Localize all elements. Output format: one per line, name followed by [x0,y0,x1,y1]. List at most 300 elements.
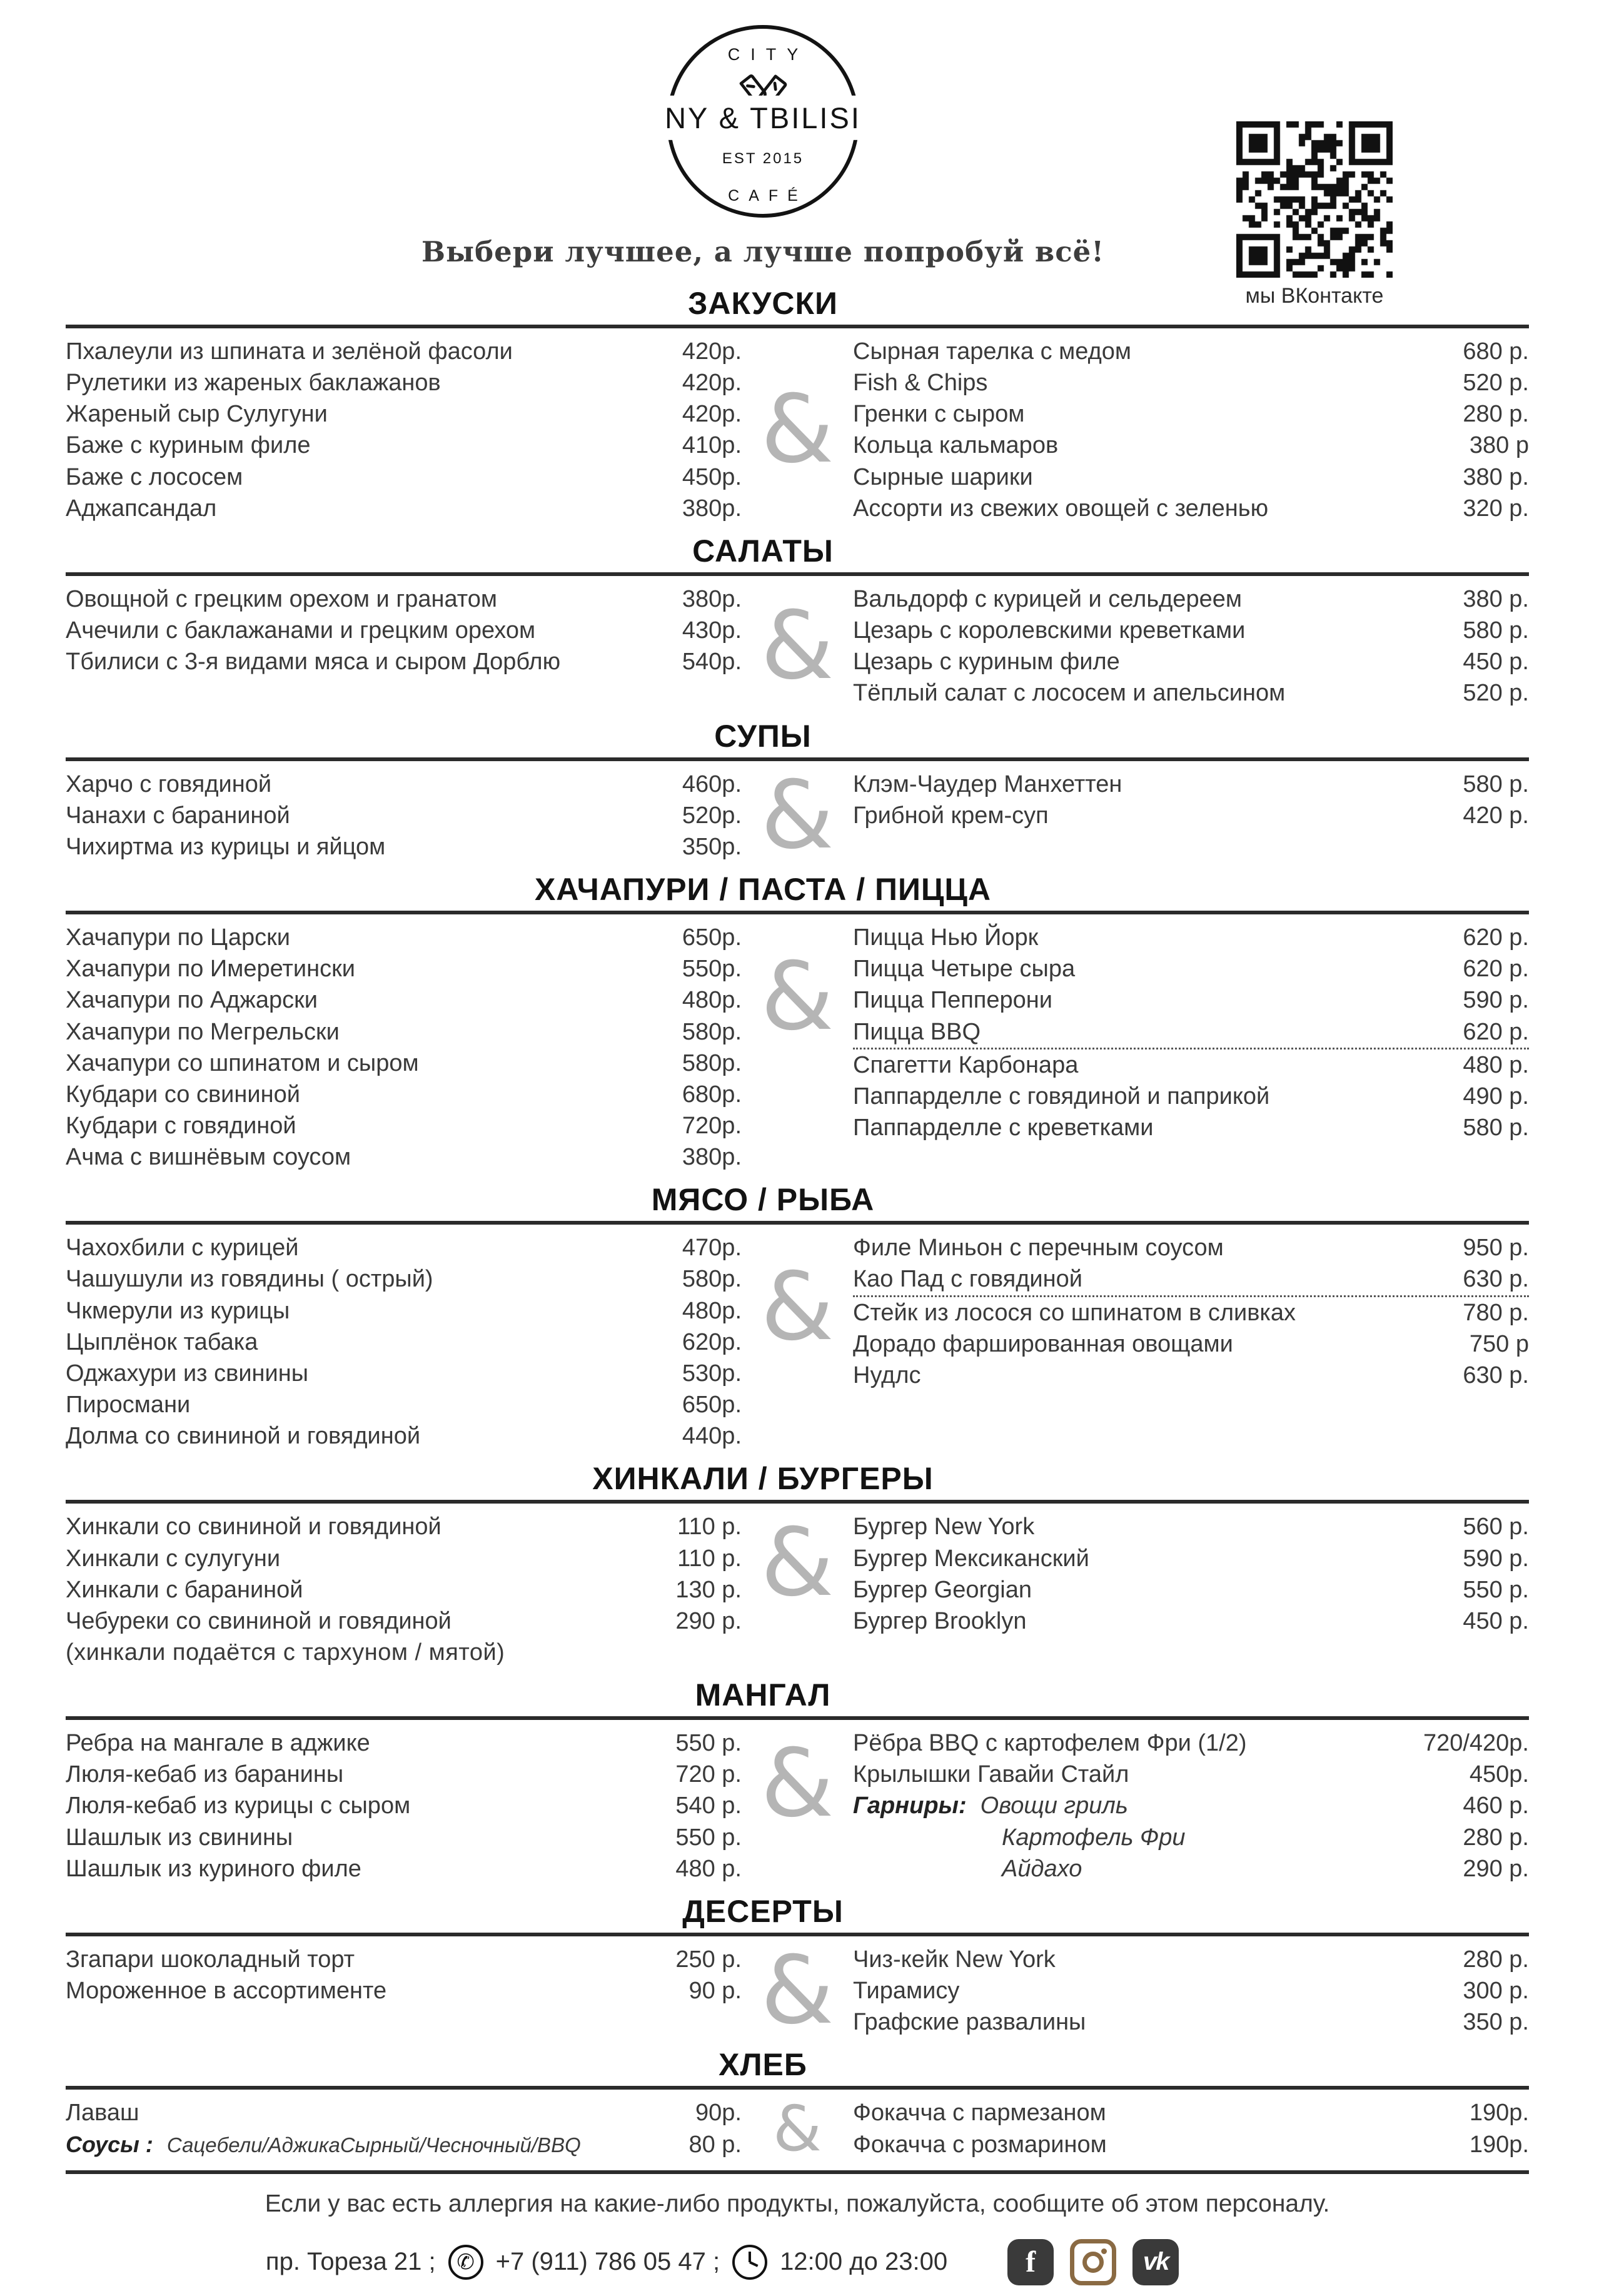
menu-item [66,1110,742,1141]
menu-sections [66,286,1529,2165]
item-price: 580р. [682,1266,742,1293]
menu-item [853,1574,1529,1606]
section-rule [66,572,1529,576]
section-rule [66,1500,1529,1504]
qr-code [1236,121,1393,278]
phone-icon [448,2245,483,2280]
item-name: Шашлык из куриного филе [66,1855,361,1882]
item-price: 480р. [682,1297,742,1324]
menu-item [66,430,742,461]
item-name: Кубдари со свининой [66,1081,300,1108]
menu-item [853,1975,1529,2006]
menu-item [66,1574,742,1606]
item-name: Овощи гриль [980,1793,1128,1819]
item-price: 780 р. [1463,1299,1529,1326]
menu-item [66,1759,742,1790]
ampersand-decoration: & [760,761,834,870]
menu-item [853,800,1529,831]
item-price: 550 р. [675,1730,742,1757]
section-column-right [853,1727,1529,1884]
ampersand-decoration: & [760,375,834,485]
section-salaty [66,534,1529,709]
item-price: 560 р. [1463,1514,1529,1540]
item-name: Згапари шоколадный торт [66,1946,355,1973]
item-price: 480р. [682,987,742,1014]
item-price: 450р. [1469,1761,1529,1788]
item-price: 290 р. [1463,1855,1529,1882]
item-price: 460р. [682,771,742,797]
item-price: 110 р. [677,1545,742,1572]
phone-glyph: ✆ [456,2250,475,2274]
section-deserty [66,1893,1529,2046]
item-price: 470р. [682,1235,742,1262]
item-name: Лаваш [66,2100,139,2127]
item-name: Рулетики из жареных баклажанов [66,370,441,397]
section-supy [66,718,1529,870]
item-name: Фокачча с розмарином [853,2131,1107,2158]
item-price: 620р. [682,1328,742,1355]
item-name: Ребра на мангале в аджике [66,1730,370,1757]
menu-item [66,493,742,524]
item-price: 280 р. [1463,1824,1529,1851]
section-column-left [66,1232,742,1452]
section-rule [66,1933,1529,1936]
item-price: 420 р. [1463,802,1529,829]
section-rule [66,1221,1529,1225]
item-name: Баже с лососем [66,463,243,490]
item-name: Кольца кальмаров [853,432,1059,459]
item-name: Цезарь с куриным филе [853,649,1120,675]
ampersand-decoration: & [760,1729,834,1839]
item-price: 530р. [682,1360,742,1387]
item-price: 450р. [682,463,742,490]
item-name: Паппарделле с креветками [853,1114,1154,1141]
item-price: 450 р. [1463,1607,1529,1634]
section-column-right [853,769,1529,862]
item-price: 540р. [682,649,742,675]
item-name: Хачапури по Аджарски [66,987,318,1014]
menu-item [66,922,742,953]
menu-item [853,2097,1529,2128]
item-price: 620 р. [1463,924,1529,951]
menu-item [853,615,1529,646]
menu-item [853,1511,1529,1542]
section-myaso-ryba [66,1183,1529,1452]
section-column-left [66,769,742,862]
menu-item [66,1944,742,1975]
menu-item [66,584,742,615]
item-name: Шашлык из свинины [66,1824,293,1851]
item-price: 620 р. [1463,1018,1529,1045]
section-body [66,584,1529,709]
item-name: Чкмерули из курицы [66,1297,290,1324]
menu-item [66,1048,742,1079]
menu-item [66,1358,742,1389]
item-price: 540 р. [675,1793,742,1819]
section-column-right [853,584,1529,709]
item-price: 250 р. [675,1946,742,1973]
ampersand-decoration: & [760,592,834,701]
item-price: 550 р. [1463,1576,1529,1603]
section-column-left [66,1944,742,2038]
item-price: 80 р. [688,2131,742,2158]
item-name: Хинкали с сулугуни [66,1545,281,1572]
item-name: Стейк из лосося со шпинатом в сливках [853,1299,1296,1326]
item-name: Клэм-Чаудер Манхеттен [853,771,1122,797]
item-price: 190р. [1469,2131,1529,2158]
item-name: Спагетти Карбонара [853,1051,1079,1078]
item-name: Fish & Chips [853,370,988,397]
item-price: 590 р. [1463,1545,1529,1572]
menu-item [66,1420,742,1452]
item-name: Чахохбили с курицей [66,1235,299,1262]
section-title: ЗАКУСКИ [688,286,838,321]
section-title: ХАЧАПУРИ / ПАСТА / ПИЦЦА [534,872,992,908]
section-zakuski [66,286,1529,524]
menu-item [66,2129,742,2160]
menu-item [853,769,1529,800]
item-price: 320 р. [1463,495,1529,522]
item-price: 720 р. [675,1761,742,1788]
logo-est-text: EST 2015 [722,150,804,167]
item-price: 680р. [682,1081,742,1108]
item-name: Грибной крем-суп [853,802,1049,829]
instagram-lens [1082,2252,1104,2273]
item-name: Мороженное в ассортименте [66,1978,387,2005]
menu-item [66,1975,742,2006]
menu-item [853,1360,1529,1391]
item-price: 300 р. [1463,1978,1529,2005]
item-name: Тёплый салат с лососем и апельсином [853,680,1286,707]
section-body [66,1936,1529,2046]
item-price: 380р. [682,495,742,522]
menu-item [66,953,742,984]
item-price: 190р. [1469,2100,1529,2127]
item-name: Жареный сыр Сулугуни [66,401,328,428]
item-price: 130 р. [675,1576,742,1603]
item-name: Люля-кебаб из баранины [66,1761,344,1788]
item-name: Фокачча с пармезаном [853,2100,1106,2127]
item-name: Чашушули из говядины ( острый) [66,1266,433,1293]
item-name: Аджапсандал [66,495,217,522]
item-price: 380 р. [1463,463,1529,490]
item-price: 720р. [682,1112,742,1139]
item-name: Цезарь с королевскими креветками [853,617,1246,644]
item-name: Сырные шарики [853,463,1033,490]
menu-item [853,1328,1529,1360]
item-name: Баже с куриным филе [66,432,311,459]
item-name: Бургер Georgian [853,1576,1032,1603]
section-khachapuri-pasta-pizza [66,872,1529,1173]
menu-item [66,1389,742,1420]
facebook-icon [1007,2239,1054,2285]
item-name: Люля-кебаб из курицы с сыром [66,1793,411,1819]
section-khleb [66,2047,1529,2165]
menu-item [66,1606,742,1637]
menu-item [66,984,742,1016]
item-price: 620 р. [1463,956,1529,983]
item-name: Хинкали со свининой и говядиной [66,1514,441,1540]
item-price: 380 р [1469,432,1529,459]
item-name: Хинкали с бараниной [66,1576,303,1603]
section-column-right [853,922,1529,1173]
section-body [66,336,1529,524]
item-price: 460 р. [1463,1793,1529,1819]
item-price: 520 р. [1463,680,1529,707]
item-price: 90р. [695,2100,742,2127]
menu-item [853,922,1529,953]
section-khinkali-burgery [66,1462,1529,1668]
menu-item [66,462,742,493]
section-title: СУПЫ [714,718,812,754]
item-name: Бургер Brooklyn [853,1607,1027,1634]
item-price: 290 р. [675,1607,742,1634]
logo-cafe-text: CAFÉ [728,187,807,205]
section-rule [66,1716,1529,1720]
menu-item [66,398,742,430]
item-name: Айдахо [1002,1855,1082,1882]
item-price: 950 р. [1463,1235,1529,1262]
ampersand-decoration: & [760,1252,834,1362]
menu-item [853,584,1529,615]
section-rule [66,757,1529,761]
item-name: Филе Миньон с перечным соусом [853,1235,1224,1262]
vk-qr-block [1236,121,1393,308]
item-price: 420р. [682,370,742,397]
item-name: Хачапури по Мегрельски [66,1018,340,1045]
menu-item [66,1790,742,1821]
menu-item [66,615,742,646]
item-name: Нудлс [853,1362,921,1388]
ampersand-decoration: & [773,2091,822,2165]
item-price: 380 р. [1463,585,1529,612]
menu-item [66,800,742,831]
item-name: Тирамису [853,1978,960,2005]
item-name: Чебуреки со свининой и говядиной [66,1607,451,1634]
item-name: Пицца Четыре сыра [853,956,1076,983]
item-price: 280 р. [1463,1946,1529,1973]
section-title: МЯСО / РЫБА [651,1182,875,1218]
item-price: 380р. [682,585,742,612]
section-column-left [66,1727,742,1884]
section-column-right [853,2097,1529,2160]
section-body [66,1511,1529,1668]
section-column-left [66,336,742,524]
section-column-left [66,584,742,709]
item-name: Графские развалины [853,2009,1086,2036]
menu-item [66,831,742,862]
item-name: Паппарделле с говядиной и паприкой [853,1083,1270,1110]
item-price: 420р. [682,401,742,428]
item-name: Цыплёнок табака [66,1328,258,1355]
menu-item [853,398,1529,430]
item-price: 380р. [682,1144,742,1171]
item-name: Бургер Мексиканский [853,1545,1089,1572]
item-price: 580 р. [1463,617,1529,644]
item-name: Овощной с грецким орехом и гранатом [66,585,497,612]
item-name: Чанахи с бараниной [66,802,290,829]
item-price: 90 р. [688,1978,742,2005]
item-name: (хинкали подаётся с тархуном / мятой) [66,1639,505,1666]
section-rule [66,911,1529,914]
allergy-note: Если у вас есть аллергия на какие-либо продукты, пожалуйста, сообщите об этом персоналу. [265,2190,1330,2217]
section-title: САЛАТЫ [692,533,834,569]
section-column-left [66,2097,742,2160]
item-price: 480 р. [675,1855,742,1882]
menu-item [853,1944,1529,1975]
logo-name-text: NY & TBILISI [648,96,878,140]
menu-item [853,1112,1529,1143]
item-name: Кубдари с говядиной [66,1112,296,1139]
section-title: ДЕСЕРТЫ [682,1893,844,1929]
item-price: 590 р. [1463,987,1529,1014]
opening-hours: 12:00 до 23:00 [780,2248,948,2276]
menu-item [853,1543,1529,1574]
clock-icon [732,2245,767,2280]
item-price: 440р. [682,1423,742,1450]
menu-item [853,2129,1529,2160]
item-name: Картофель Фри [1002,1824,1186,1851]
facebook-glyph: f [1026,2245,1036,2279]
menu-item [853,336,1529,367]
footer-divider [66,2170,1529,2174]
item-label: Соусы : [66,2131,153,2157]
social-icons [1007,2239,1179,2285]
cafe-logo [658,16,868,226]
section-column-right [853,1944,1529,2038]
menu-item [853,2006,1529,2038]
section-body [66,922,1529,1173]
menu-item [853,1606,1529,1637]
item-price: 480 р. [1463,1051,1529,1078]
menu-item [66,769,742,800]
item-price: 630 р. [1463,1362,1529,1388]
logo-city-text: CITY [727,45,809,64]
section-body [66,1232,1529,1452]
item-name: Чихиртма из курицы и яйцом [66,833,386,860]
item-name: Дорадо фаршированная овощами [853,1330,1233,1357]
menu-item [853,1016,1529,1048]
menu-item [66,1853,742,1884]
item-name: Пицца BBQ [853,1018,981,1045]
section-column-right [853,1232,1529,1452]
menu-item [66,2097,742,2128]
vk-glyph: vk [1142,2248,1169,2276]
menu-item [66,1543,742,1574]
item-name: Ачечили с баклажанами и грецким орехом [66,617,536,644]
item-name: Ачма с вишнёвым соусом [66,1144,351,1171]
section-body [66,2091,1529,2165]
qr-caption: мы ВКонтакте [1245,284,1384,308]
menu-item [853,1048,1529,1081]
ampersand-decoration: & [760,1509,834,1618]
section-rule [66,325,1529,328]
menu-item [66,1263,742,1295]
menu-item [66,1727,742,1759]
item-price: 430р. [682,617,742,644]
menu-item [853,493,1529,524]
item-name: Пиросмани [66,1392,191,1419]
menu-item [853,1822,1529,1853]
item-price: 650р. [682,1392,742,1419]
section-column-left [66,1511,742,1668]
menu-item [66,1295,742,1327]
item-price: 410р. [682,432,742,459]
item-name: Чиз-кейк New York [853,1946,1056,1973]
item-price: 450 р. [1463,649,1529,675]
item-name: Ассорти из свежих овощей с зеленью [853,495,1269,522]
phone-number: +7 (911) 786 05 47 ; [495,2248,720,2276]
menu-footer [66,2170,1529,2285]
menu-item [66,1016,742,1048]
item-name: Рёбра BBQ с картофелем Фри (1/2) [853,1730,1247,1757]
item-price: 420р. [682,338,742,365]
section-rule [66,2086,1529,2090]
item-name: Долма со свининой и говядиной [66,1423,421,1450]
item-name: Сырная тарелка с медом [853,338,1131,365]
menu-item [853,1853,1529,1884]
section-column-right [853,1511,1529,1668]
menu-item [66,1327,742,1358]
menu-item [853,677,1529,709]
item-name: Бургер New York [853,1514,1035,1540]
instagram-dot [1101,2248,1107,2254]
section-column-right [853,336,1529,524]
contact-line [0,2239,1454,2285]
item-price: 350 р. [1463,2009,1529,2036]
menu-item [853,1263,1529,1295]
item-name: Крылышки Гавайи Стайл [853,1761,1129,1788]
item-price: 280 р. [1463,401,1529,428]
item-price: 520р. [682,802,742,829]
menu-item [853,430,1529,461]
item-price: 580р. [682,1049,742,1076]
item-price: 550р. [682,956,742,983]
menu-item [66,1822,742,1853]
section-body [66,1727,1529,1884]
menu-item [853,1232,1529,1263]
item-name: Пицца Пепперони [853,987,1052,1014]
menu-item [853,367,1529,398]
item-price: 750 р [1469,1330,1529,1357]
item-price: 110 р. [677,1514,742,1540]
item-name: Гренки с сыром [853,401,1025,428]
menu-item [853,1295,1529,1328]
item-price: 490 р. [1463,1083,1529,1110]
vk-icon [1132,2239,1179,2285]
menu-note [66,1637,742,1668]
menu-item [66,1232,742,1263]
item-name: Сацебели/АджикаСырный/Чесночный/BBQ [166,2133,581,2157]
menu-item [853,1727,1529,1759]
section-mangal [66,1678,1529,1884]
menu-item [853,1759,1529,1790]
item-name: Пхалеули из шпината и зелёной фасоли [66,338,513,365]
menu-item [853,1790,1529,1821]
item-name: Хачапури со шпинатом и сыром [66,1049,419,1076]
ampersand-decoration: & [760,943,834,1052]
item-price: 680 р. [1463,338,1529,365]
item-name: Харчо с говядиной [66,771,272,797]
section-title: ХЛЕБ [719,2047,807,2083]
item-name: Као Пад с говядиной [853,1266,1082,1293]
item-price: 520 р. [1463,370,1529,397]
menu-item [853,953,1529,984]
section-title: ХИНКАЛИ / БУРГЕРЫ [592,1461,934,1497]
menu-item [853,646,1529,677]
menu-item [66,1141,742,1173]
menu-item [853,1081,1529,1112]
